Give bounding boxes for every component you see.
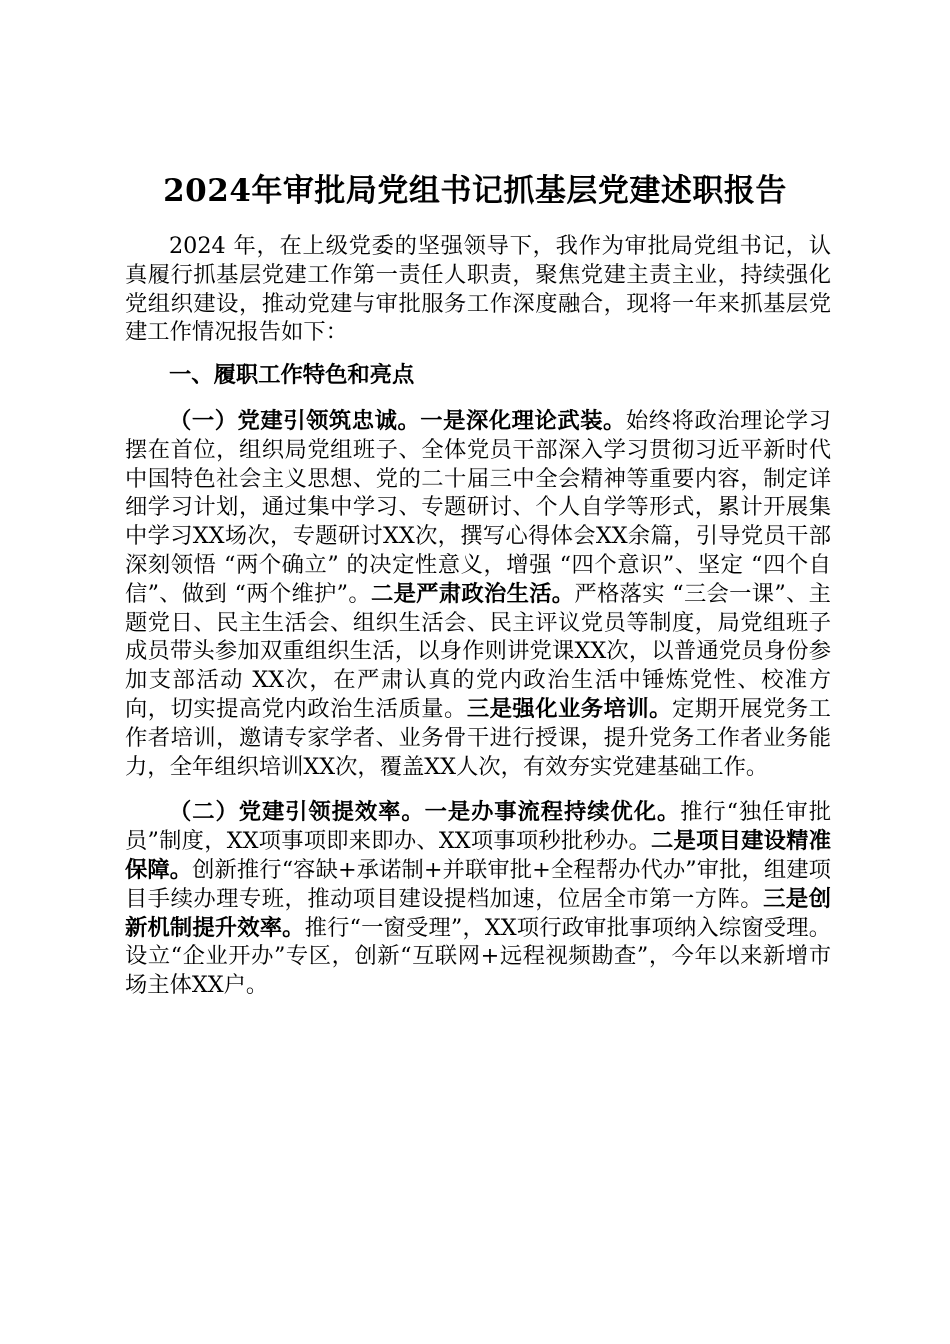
point-text-training: 定期开展党务工作者培训，邀请专家学者、业务骨干进行授课，提升党务工作者业务能力，全年组织培训XX次，覆盖XX人次，有效夯实党建基础工作。 [125, 695, 831, 780]
point-title-process: 一是办事流程持续优化。 [424, 799, 681, 826]
subsection-heading-1: （一）党建引领筑忠诚。 [169, 407, 421, 434]
point-text-political-life: 严格落实 “三会一课”、主题党日、民主生活会、组织生活会、民主评议党员等制度，局党组班子成员带头参加双重组织生活，以身作则讲党课XX次，以普通党员身份参加支部活动 XX次，在严肃认真的党内政治生活中锤炼党性、校准方向，切实提高党内政治生活质量。 [125, 580, 831, 722]
point-text-mechanism: 推行“一窗受理”，XX项行政审批事项纳入综窗受理。设立“企业开办”专区，创新“互联网+远程视频勘查”，今年以来新增市场主体XX户。 [125, 914, 831, 999]
document-body [125, 232, 831, 1000]
point-text-process: 推行“独任审批员”制度，XX项事项即来即办、XX项事项秒批秒办。 [125, 799, 831, 855]
point-text-theory: 始终将政治理论学习摆在首位，组织局党组班子、全体党员干部深入学习贯彻习近平新时代中国特色社会主义思想、党的二十届三中全会精神等重要内容，制定详细学习计划，通过集中学习、专题研讨、个人自学等形式，累计开展集中学习XX场次，专题研讨XX次，撰写心得体会XX余篇，引导党员干部深刻领悟 “两个确立” 的决定性意义，增强 “四个意识”、坚定 “四个自信”、做到 “两个维护”。 [125, 407, 831, 607]
point-title-political-life: 二是严肃政治生活。 [370, 580, 575, 607]
point-title-theory: 一是深化理论武装。 [420, 407, 626, 434]
point-text-project: 创新推行“容缺+承诺制+并联审批+全程帮办代办”审批，组建项目手续办理专班，推动项目建设提档加速，位居全市第一方阵。 [125, 856, 831, 912]
intro-paragraph: 2024 年，在上级党委的坚强领导下，我作为审批局党组书记，认真履行抓基层党建工作第一责任人职责，聚焦党建主责主业，持续强化党组织建设，推动党建与审批服务工作深度融合，现将一年来抓基层党建工作情况报告如下： [125, 233, 831, 346]
subsection-heading-2: （二）党建引领提效率。 [169, 799, 425, 826]
paragraph-efficiency [125, 798, 831, 1000]
section-heading-1: 一、履职工作特色和亮点 [169, 362, 415, 389]
point-title-project: 二是项目建设精准保障。 [125, 828, 831, 883]
document-title: 2024年审批局党组书记抓基层党建述职报告 [163, 173, 787, 209]
paragraph-party-loyalty [125, 407, 831, 781]
point-title-mechanism: 三是创新机制提升效率。 [125, 885, 831, 941]
point-title-training: 三是强化业务培训。 [466, 695, 672, 722]
